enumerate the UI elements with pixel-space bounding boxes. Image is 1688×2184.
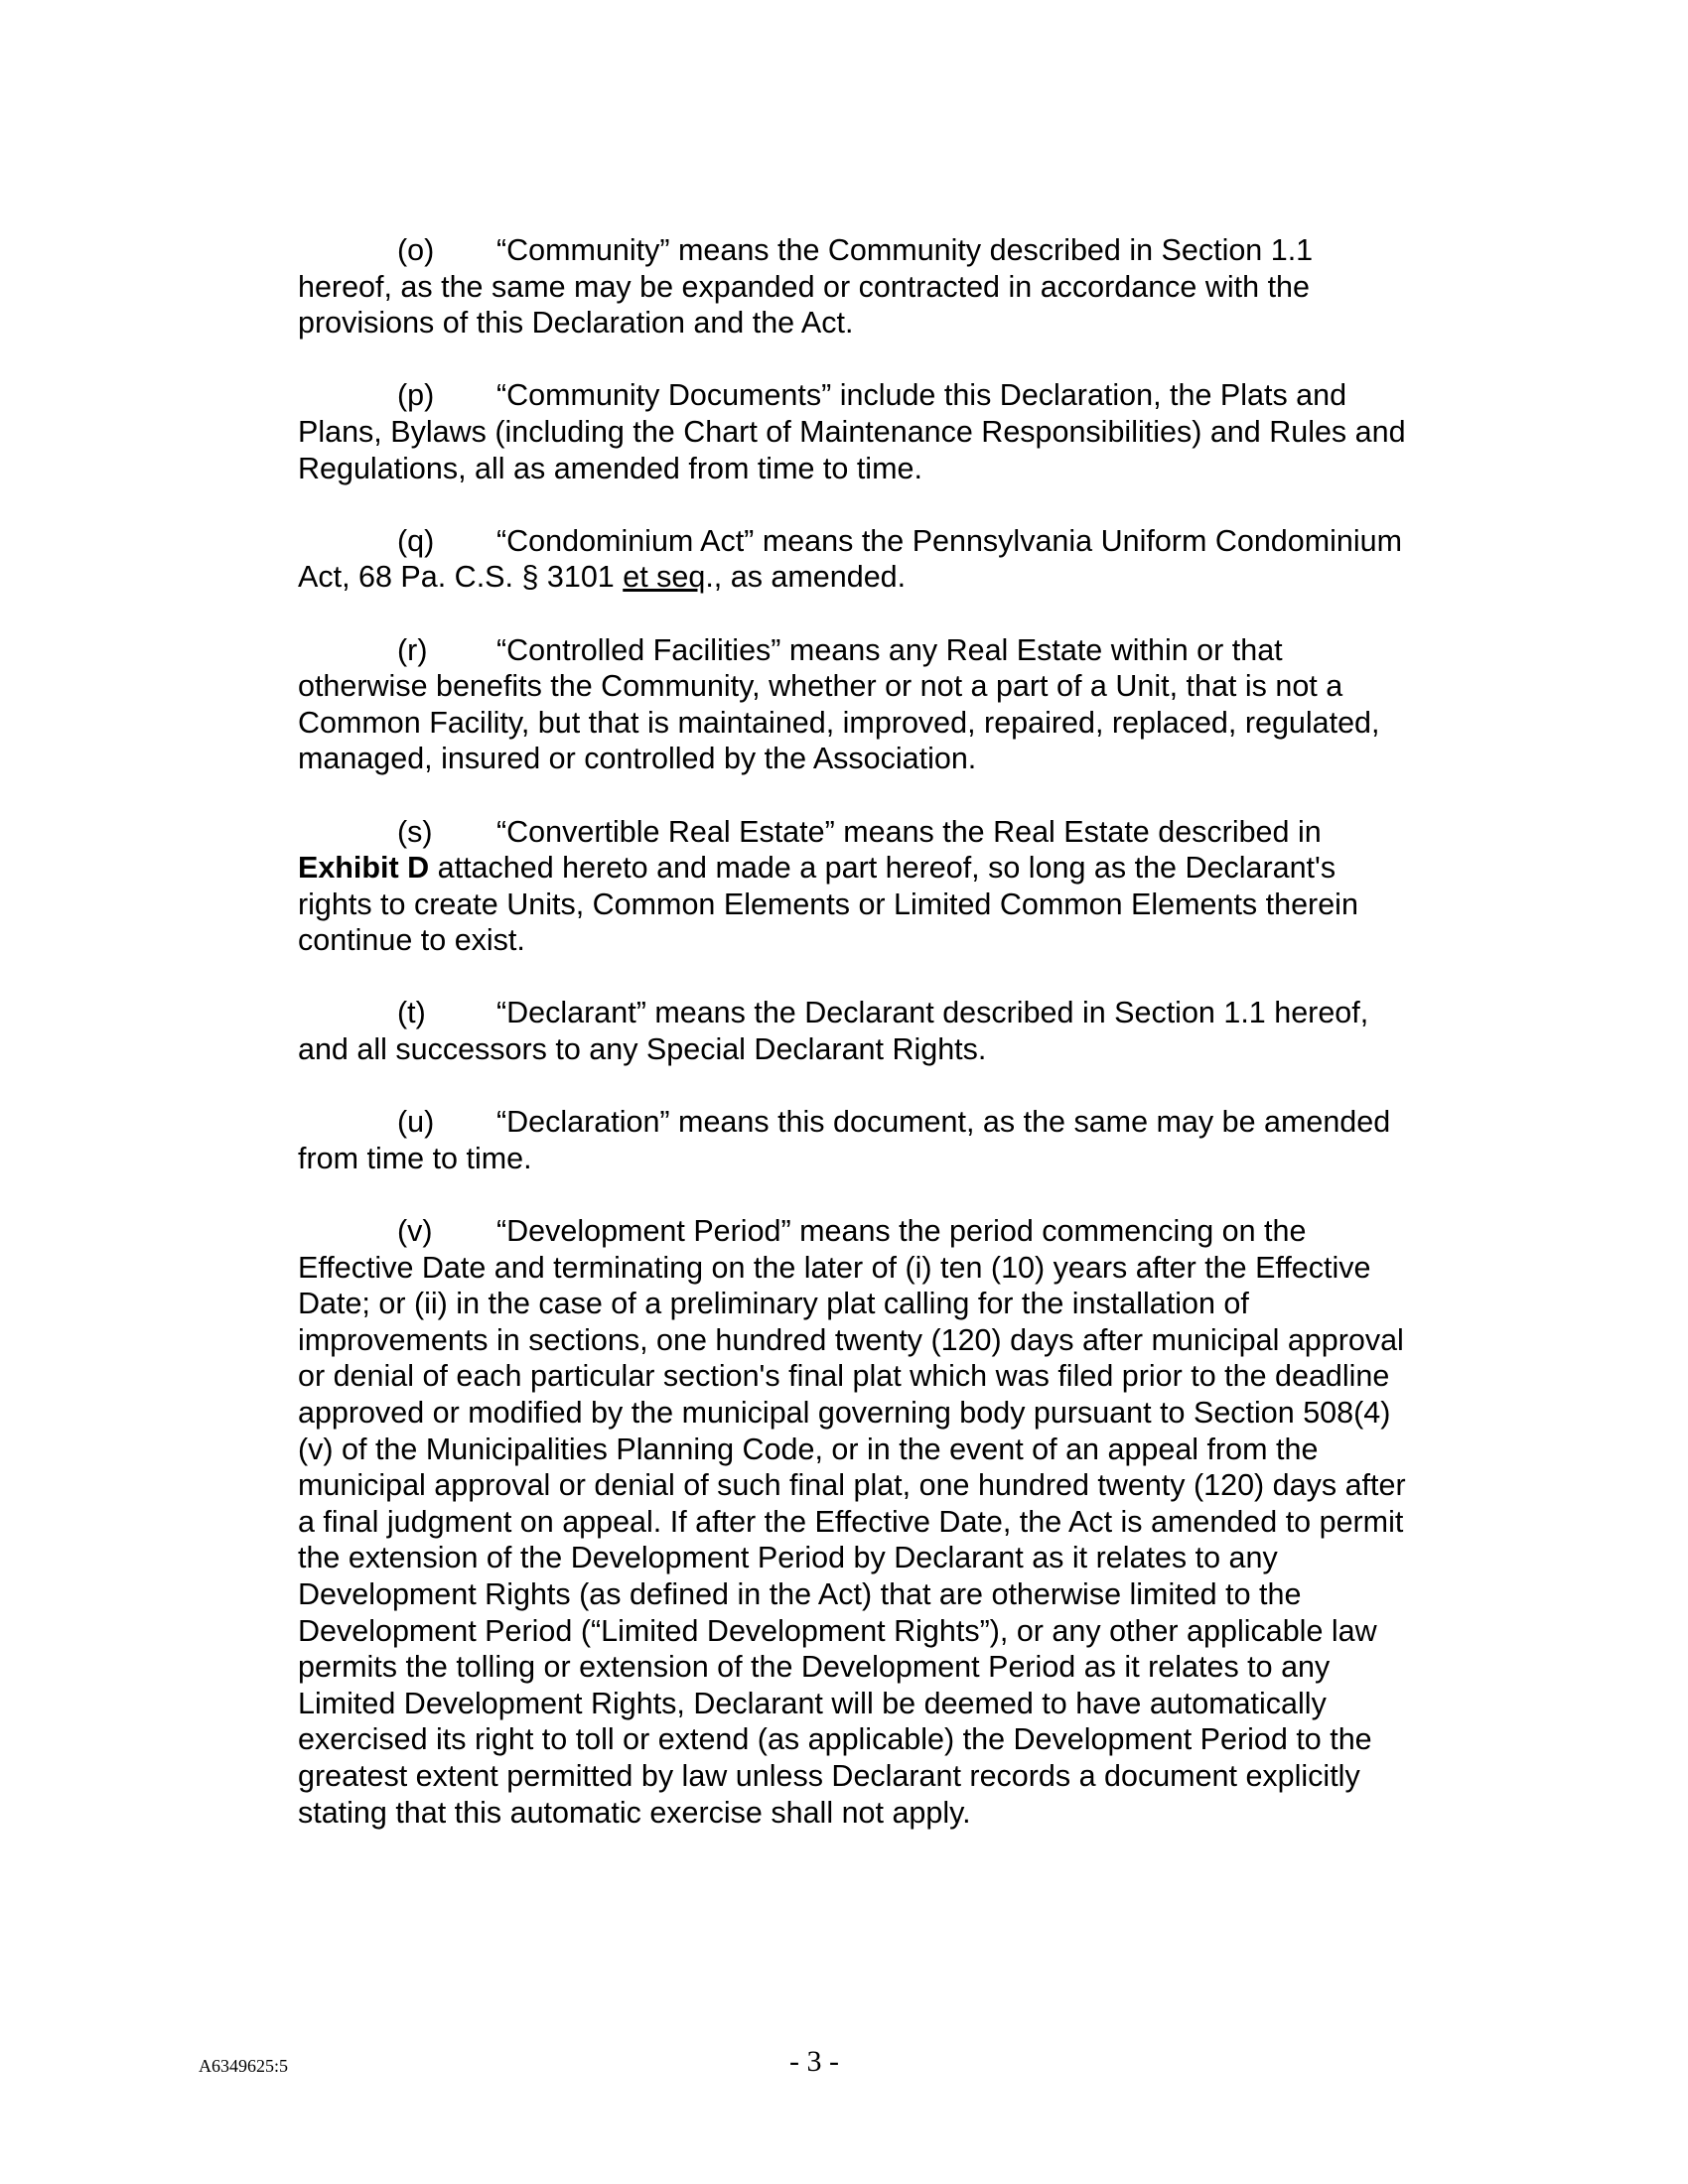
paragraph-label: (s) (397, 814, 433, 849)
paragraph-text: “Development Period” means the period commencing on the Effective Date and terminating on the later of (i) ten (10) years after the Effective Date; or (ii) in the case of a preliminary plat calling for the installation of improvements in sections, one hundred twenty (120) days after municipal approval or denial of each particular section's final plat which was filed prior to the deadline approved or modified by the municipal governing body pursuant to Section 508(4)(v) of the Municipalities Planning Code, or in the event of an appeal from the municipal approval or denial of such final plat, one hundred twenty (120) days after a final judgment on appeal. If after the Effective Date, the Act is amended to permit the extension of the Development Period by Declarant as it relates to any Development Rights (as defined in the Act) that are otherwise limited to the Development Period (“Limited Development Rights”), or any other applicable law permits the tolling or extension of the Development Period as it relates to any Limited Development Rights, Declarant will be deemed to have automatically exercised its right to toll or extend (as applicable) the Development Period to the greatest extent permitted by law unless Declarant records a document explicitly stating that this automatic exercise shall not apply. (298, 1214, 1406, 1830)
page-number: - 3 - (789, 2045, 839, 2078)
definition-paragraph-u (298, 1104, 1410, 1176)
definition-paragraph-o (298, 232, 1410, 341)
paragraph-text: ., as amended. (705, 560, 907, 595)
paragraph-text: “Community Documents” include this Declaration, the Plats and Plans, Bylaws (including the Chart of Maintenance Responsibilities) and Rules and Regulations, all as amended from time to time. (298, 378, 1406, 485)
definition-paragraph-s (298, 814, 1410, 959)
paragraph-text: “Community” means the Community described in Section 1.1 hereof, as the same may be expanded or contracted in accordance with the provisions of this Declaration and the Act. (298, 233, 1314, 341)
paragraph-label: (r) (397, 632, 428, 667)
document-body (298, 232, 1410, 1867)
definition-paragraph-v (298, 1213, 1410, 1831)
paragraph-label: (o) (397, 233, 435, 267)
paragraph-label: (t) (397, 996, 426, 1030)
paragraph-text: “Controlled Facilities” means any Real Estate within or that otherwise benefits the Community, whether or not a part of a Unit, that is not a Common Facility, but that is maintained, improved, repaired, replaced, regulated, managed, insured or controlled by the Association. (298, 632, 1380, 776)
definition-paragraph-r (298, 632, 1410, 777)
definition-paragraph-q (298, 523, 1410, 596)
paragraph-text: “Condominium Act” means the Pennsylvania Uniform Condominium Act, 68 Pa. C.S. § 3101 (298, 523, 1403, 595)
paragraph-label: (u) (397, 1105, 435, 1140)
paragraph-text: attached hereto and made a part hereof, so long as the Declarant's rights to create Units, Common Elements or Limited Common Elements therein continue to exist. (298, 851, 1358, 958)
paragraph-text: “Declarant” means the Declarant described in Section 1.1 hereof, and all successors to any Special Declarant Rights. (298, 996, 1369, 1067)
paragraph-label: (p) (397, 378, 435, 413)
paragraph-text: “Declaration” means this document, as the same may be amended from time to time. (298, 1105, 1391, 1175)
paragraph-label: (v) (397, 1214, 433, 1249)
paragraph-label: (q) (397, 523, 435, 558)
paragraph-text: “Convertible Real Estate” means the Real Estate described in (496, 814, 1322, 849)
underlined-term: et seq (623, 560, 706, 595)
definition-paragraph-p (298, 377, 1410, 486)
definition-paragraph-t (298, 995, 1410, 1067)
exhibit-reference: Exhibit D (298, 851, 430, 886)
document-id: A6349625:5 (199, 2056, 288, 2076)
